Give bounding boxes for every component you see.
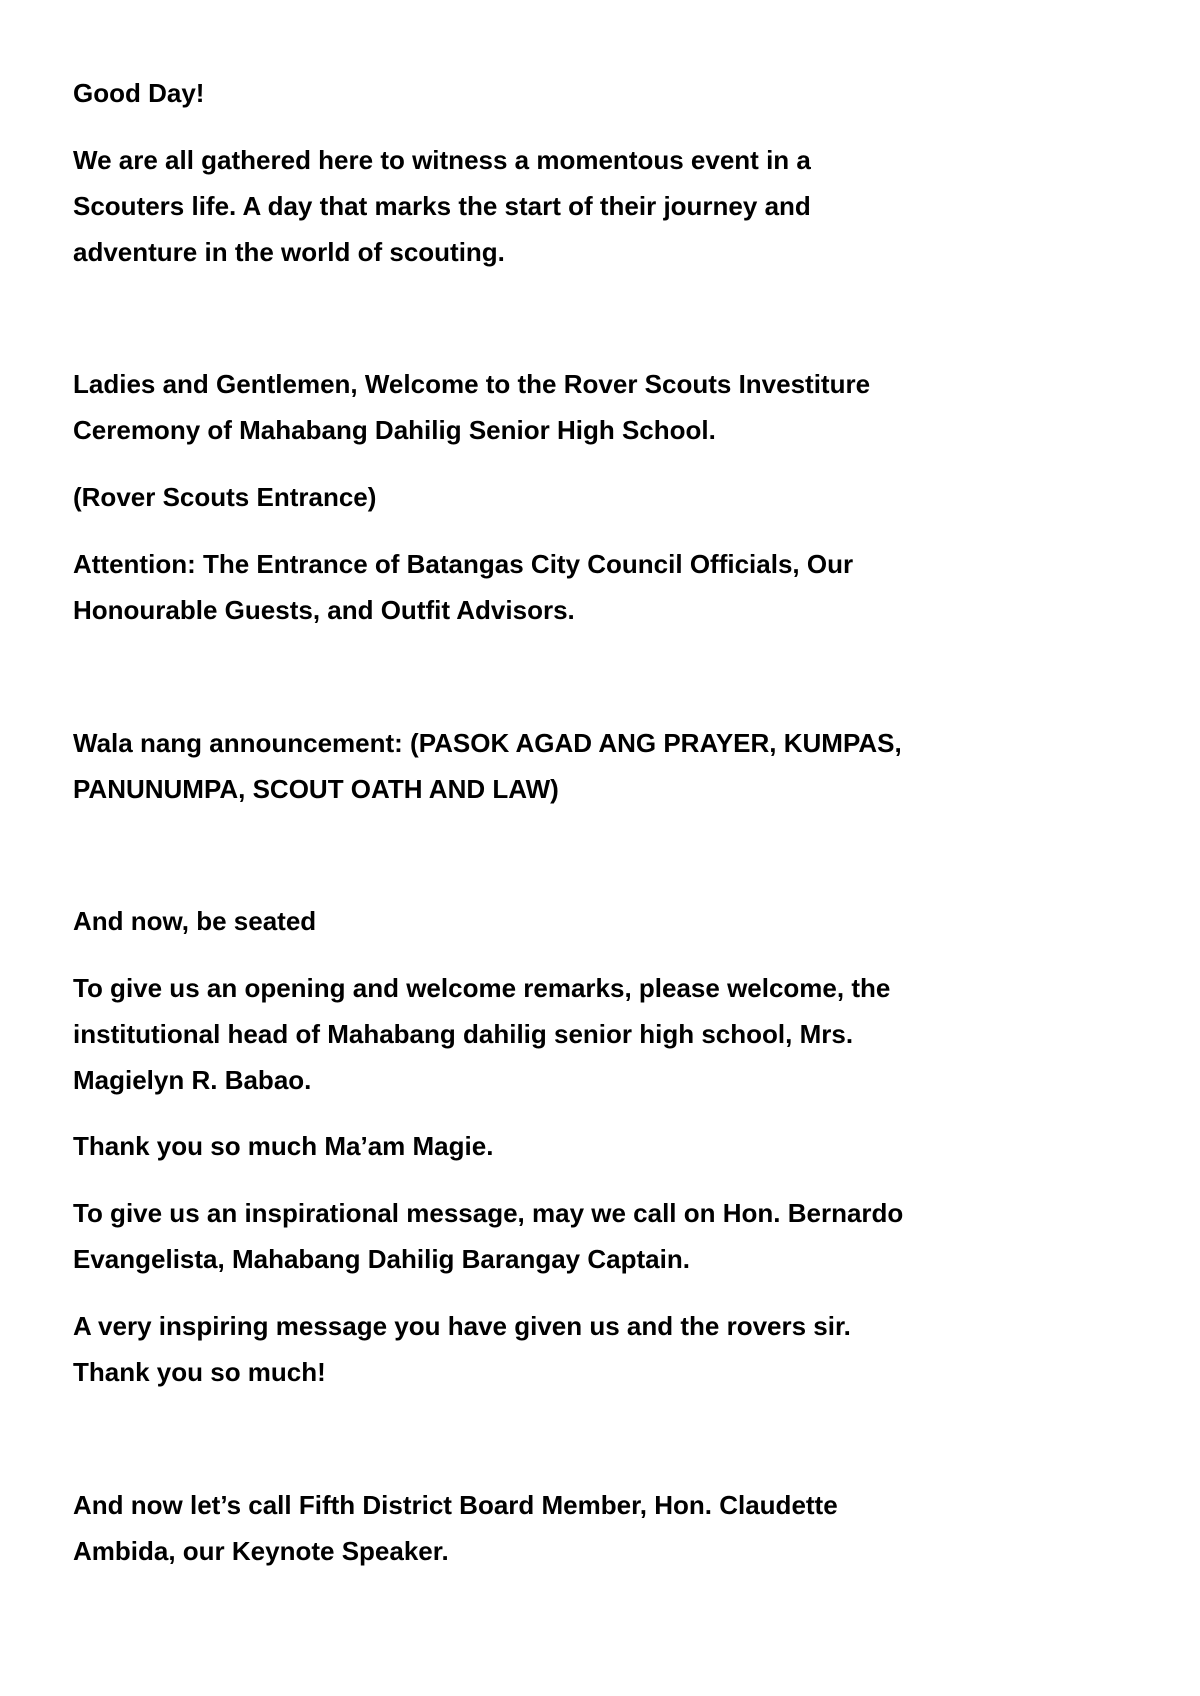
- text-line: To give us an opening and welcome remarks, please welcome, the: [73, 973, 891, 1003]
- greeting-paragraph: [73, 70, 1153, 116]
- text-line: Scouters life. A day that marks the start of their journey and: [73, 191, 811, 221]
- text-line: Honourable Guests, and Outfit Advisors.: [73, 595, 575, 625]
- text-line: Magielyn R. Babao.: [73, 1065, 312, 1095]
- text-line: To give us an inspirational message, may we call on Hon. Bernardo: [73, 1198, 904, 1228]
- text-line: Good Day!: [73, 78, 205, 108]
- welcome-paragraph: [73, 361, 1153, 453]
- text-line: And now let’s call Fifth District Board Member, Hon. Claudette: [73, 1490, 838, 1520]
- opening-remarks-paragraph: [73, 965, 1153, 1103]
- text-line: PANUNUMPA, SCOUT OATH AND LAW): [73, 774, 559, 804]
- announcement-paragraph: [73, 720, 1153, 812]
- text-line: Wala nang announcement: (PASOK AGAD ANG PRAYER, KUMPAS,: [73, 728, 902, 758]
- text-line: Ceremony of Mahabang Dahilig Senior High School.: [73, 415, 716, 445]
- text-line: Attention: The Entrance of Batangas City Council Officials, Our: [73, 549, 854, 579]
- keynote-paragraph: [73, 1482, 1153, 1574]
- text-line: Evangelista, Mahabang Dahilig Barangay Captain.: [73, 1244, 690, 1274]
- entrance-paragraph: [73, 474, 1153, 520]
- text-line: Ladies and Gentlemen, Welcome to the Rover Scouts Investiture: [73, 369, 871, 399]
- text-line: adventure in the world of scouting.: [73, 237, 505, 267]
- text-line: We are all gathered here to witness a momentous event in a: [73, 145, 811, 175]
- opening-paragraph: [73, 137, 1153, 275]
- text-line: Thank you so much!: [73, 1357, 326, 1387]
- text-line: Thank you so much Ma’am Magie.: [73, 1131, 494, 1161]
- text-line: A very inspiring message you have given us and the rovers sir.: [73, 1311, 851, 1341]
- attention-paragraph: [73, 541, 1153, 633]
- text-line: (Rover Scouts Entrance): [73, 482, 377, 512]
- thank-you-paragraph: [73, 1123, 1153, 1169]
- inspiring-thanks-paragraph: [73, 1303, 1153, 1395]
- text-line: institutional head of Mahabang dahilig senior high school, Mrs.: [73, 1019, 854, 1049]
- be-seated-paragraph: [73, 898, 1153, 944]
- inspirational-message-paragraph: [73, 1190, 1153, 1282]
- text-line: And now, be seated: [73, 906, 317, 936]
- text-line: Ambida, our Keynote Speaker.: [73, 1536, 449, 1566]
